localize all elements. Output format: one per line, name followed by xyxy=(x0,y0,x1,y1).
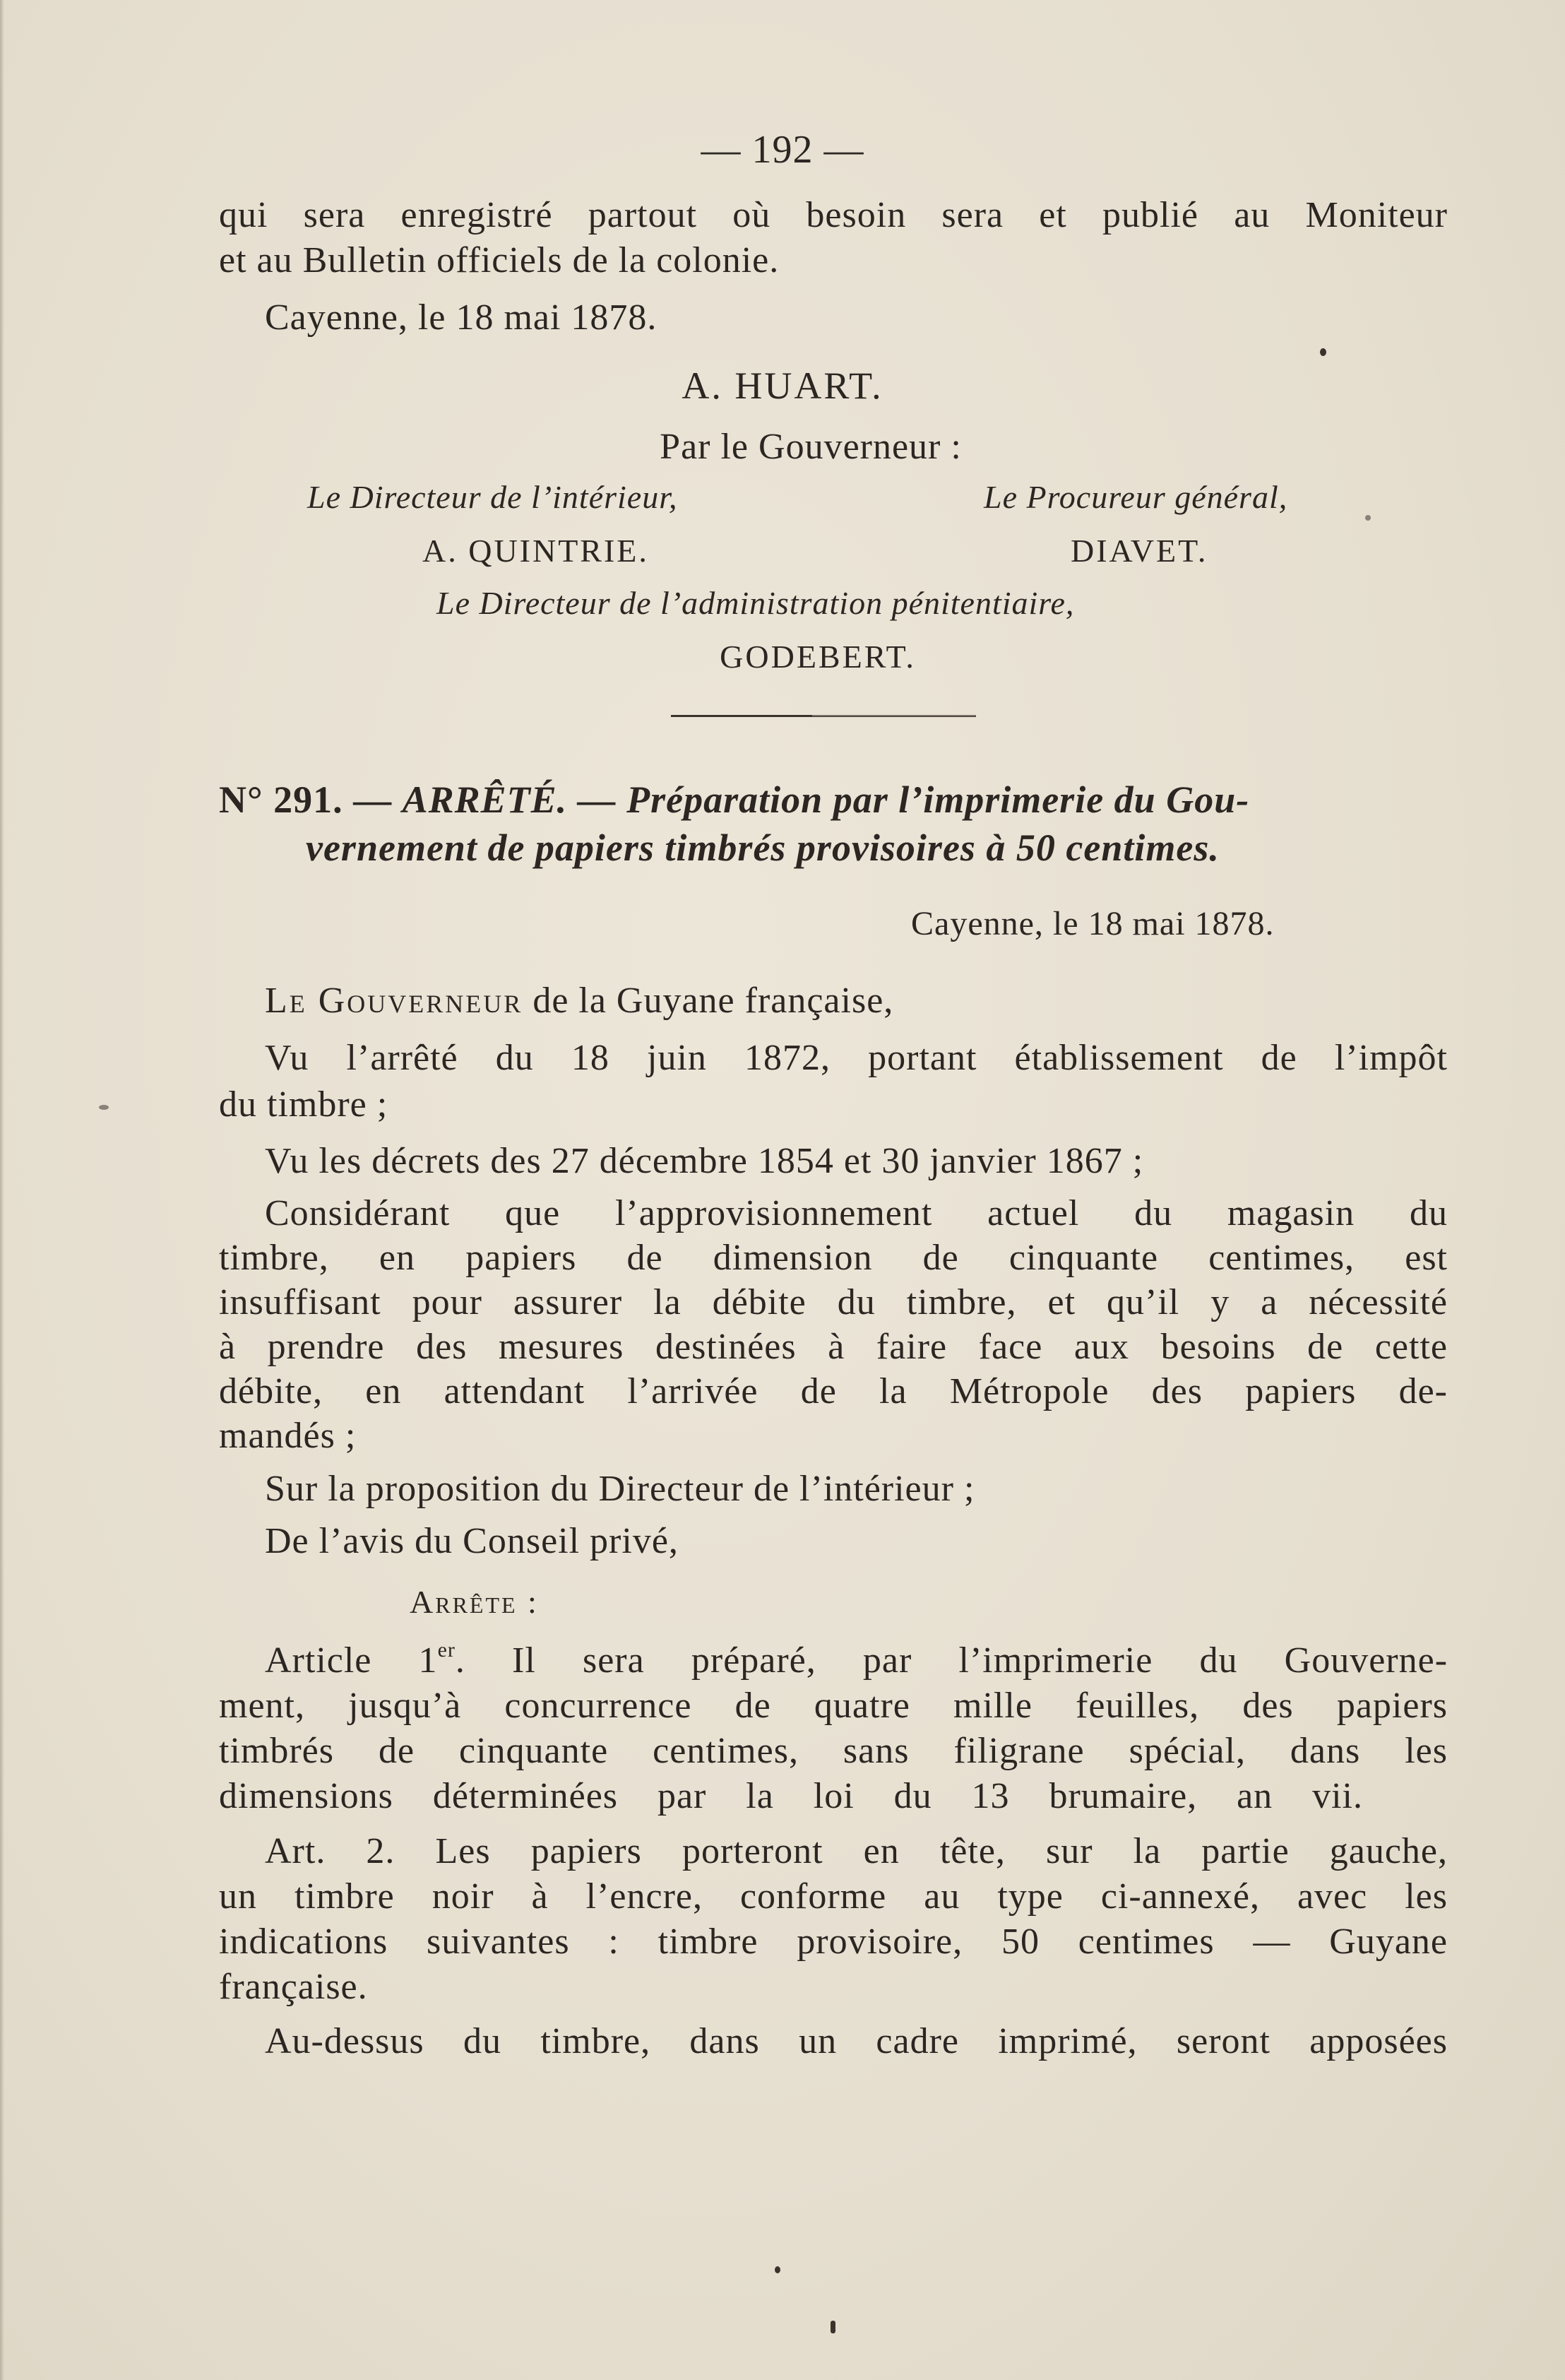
continuation-line-1: qui sera enregistré partout où besoin sera et publié au Moniteur xyxy=(219,195,1448,235)
considerant-line-5: débite, en attendant l’arrivée de la Métropole des papiers de- xyxy=(219,1371,1448,1411)
signatory-governor: A. HUART. xyxy=(682,365,883,407)
arrete-heading-title: ARRÊTÉ. — Préparation par l’imprimerie du Gou- xyxy=(402,778,1250,821)
governor-intro-caps: Le Gouverneur xyxy=(265,981,523,1021)
article-1-superscript: er xyxy=(437,1638,456,1662)
avis-conseil: De l’avis du Conseil privé, xyxy=(265,1521,679,1561)
vu-decrets: Vu les décrets des 27 décembre 1854 et 30 janvier 1867 ; xyxy=(265,1141,1144,1181)
arrete-heading-line-1 xyxy=(219,777,1249,822)
article-1-line-4: dimensions déterminées par la loi du 13 brumaire, an vii. xyxy=(219,1776,1363,1816)
article-1-prefix: Article 1 xyxy=(265,1640,438,1681)
considerant-line-4: à prendre des mesures destinées à faire face aux besoins de cette xyxy=(219,1327,1448,1367)
article-1-line-1 xyxy=(265,1638,1448,1683)
arrete-date: Cayenne, le 18 mai 1878. xyxy=(911,905,1275,942)
procureur-name: DIAVET. xyxy=(1071,533,1208,569)
considerant-line-1: Considérant que l’approvisionnement actuel du magasin du xyxy=(265,1193,1448,1233)
ink-speck xyxy=(99,1105,109,1110)
director-interior-title: Le Directeur de l’intérieur, xyxy=(307,479,678,515)
governor-intro-rest: de la Guyane française, xyxy=(523,981,894,1021)
article-1-text: . Il sera préparé, par l’imprimerie du Gouverne- xyxy=(455,1640,1448,1681)
vu-arrete-line-2: du timbre ; xyxy=(219,1084,388,1125)
ink-speck xyxy=(775,2266,780,2273)
considerant-line-3: insuffisant pour assurer la débite du timbre, et qu’il y a nécessité xyxy=(219,1282,1448,1322)
sur-proposition: Sur la proposition du Directeur de l’intérieur ; xyxy=(265,1469,975,1509)
vu-arrete-line-1: Vu l’arrêté du 18 juin 1872, portant établissement de l’impôt xyxy=(265,1038,1448,1078)
page-edge-shadow xyxy=(0,0,4,2380)
governor-intro xyxy=(265,978,893,1024)
arrete-heading-line-2: vernement de papiers timbrés provisoires à 50 centimes. xyxy=(306,827,1220,869)
article-2-line-2: un timbre noir à l’encre, conforme au type ci-annexé, avec les xyxy=(219,1876,1448,1917)
article-2-line-1: Art. 2. Les papiers porteront en tête, sur la partie gauche, xyxy=(265,1831,1448,1871)
arrete-number: N° 291. — xyxy=(219,778,403,821)
ink-speck xyxy=(1320,348,1326,356)
section-divider xyxy=(671,715,976,717)
article-2-line-4: française. xyxy=(219,1967,368,2007)
final-line: Au-dessus du timbre, dans un cadre imprimé, seront apposées xyxy=(265,2021,1448,2061)
considerant-line-2: timbre, en papiers de dimension de cinquante centimes, est xyxy=(219,1238,1448,1278)
continuation-line-2: et au Bulletin officiels de la colonie. xyxy=(219,240,780,280)
ink-speck xyxy=(1365,515,1371,521)
article-1-line-2: ment, jusqu’à concurrence de quatre mille feuilles, des papiers xyxy=(219,1686,1448,1726)
procureur-title: Le Procureur général, xyxy=(984,479,1288,515)
considerant-line-6: mandés ; xyxy=(219,1416,357,1456)
director-interior-name: A. QUINTRIE. xyxy=(422,533,649,569)
arrete-label: Arrête : xyxy=(410,1584,539,1620)
place-date: Cayenne, le 18 mai 1878. xyxy=(265,297,657,338)
by-governor-label: Par le Gouverneur : xyxy=(660,427,962,467)
director-penitentiary-title: Le Directeur de l’administration pénitentiaire, xyxy=(436,585,1075,621)
ink-speck xyxy=(831,2321,835,2333)
director-penitentiary-name: GODEBERT. xyxy=(720,639,916,675)
article-2-line-3: indications suivantes : timbre provisoire, 50 centimes — Guyane xyxy=(219,1922,1448,1962)
page-number: — 192 — xyxy=(701,128,864,172)
article-1-line-3: timbrés de cinquante centimes, sans filigrane spécial, dans les xyxy=(219,1731,1448,1771)
